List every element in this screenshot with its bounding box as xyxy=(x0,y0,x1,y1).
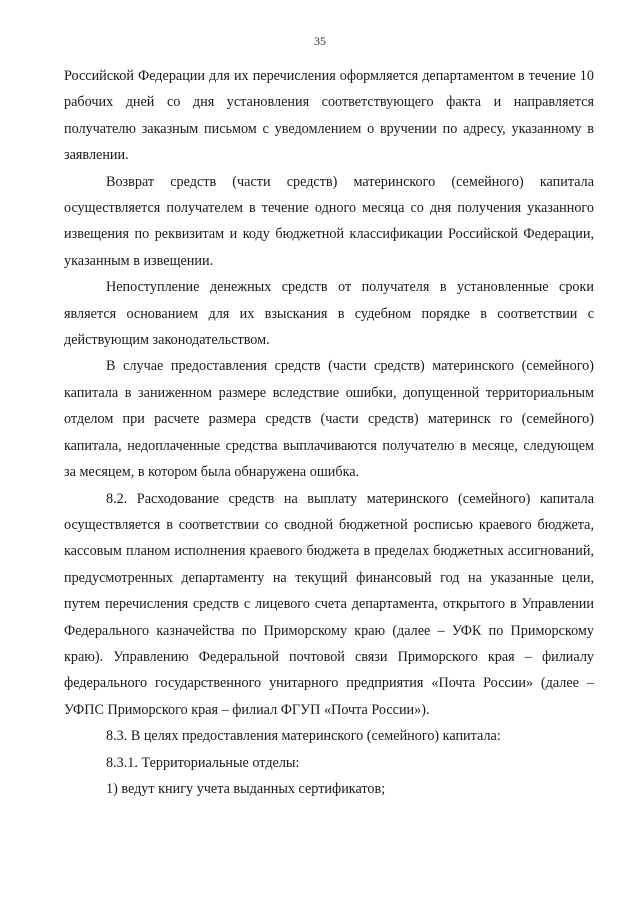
document-body xyxy=(64,63,594,802)
paragraph-underpayment: В случае предоставления средств (части средств) материнского (семейного) капитала в заниженном размере вследствие ошибки, допущенной территориальным отделом при расчете размера средств (части средств) материнск го (семейного) капитала, недоплаченные средства выплачиваются получателю в месяце, следующем за месяцем, в котором была обнаружена ошибка. xyxy=(64,358,594,481)
paragraph-non-receipt: Непоступление денежных средств от получателя в установленные сроки является основанием для их взыскания в судебном порядке в соответствии с действующим законодательством. xyxy=(64,279,594,349)
paragraph-continuation: Российской Федерации для их перечисления оформляется департаментом в течение 10 рабочих дней со дня установления соответствующего факта и направляется получателю заказным письмом с уведомлением о вручении по адресу, указанному в заявлении. xyxy=(64,68,594,164)
paragraph-8-2: 8.2. Расходование средств на выплату материнского (семейного) капитала осуществляется в соответствии со сводной бюджетной росписью краевого бюджета, кассовым планом исполнения краевого бюджета в пределах бюджетных ассигнований, предусмотренных департаменту на текущий финансовый год на указанные цели, путем перечисления средств с лицевого счета департамента, открытого в Управлении Федерального казначейства по Приморскому краю (далее – УФК по Приморскому краю). Управлению Федеральной почтовой связи Приморского края – филиалу федерального государственного унитарного предприятия «Почта России» (далее – УФПС Приморского края – филиал ФГУП «Почта России»). xyxy=(64,490,594,718)
page-number: 35 xyxy=(314,34,326,48)
paragraph-8-3-1: 8.3.1. Территориальные отделы: xyxy=(106,754,300,771)
paragraph-refund: Возврат средств (части средств) материнского (семейного) капитала осуществляется получателем в течение одного месяца со дня получения указанного извещения по реквизитам и коду бюджетной классификации Российской Федерации, указанным в извещении. xyxy=(64,173,594,269)
paragraph-8-3: 8.3. В целях предоставления материнского (семейного) капитала: xyxy=(106,728,501,745)
list-item-1: 1) ведут книгу учета выданных сертификатов; xyxy=(106,780,386,797)
